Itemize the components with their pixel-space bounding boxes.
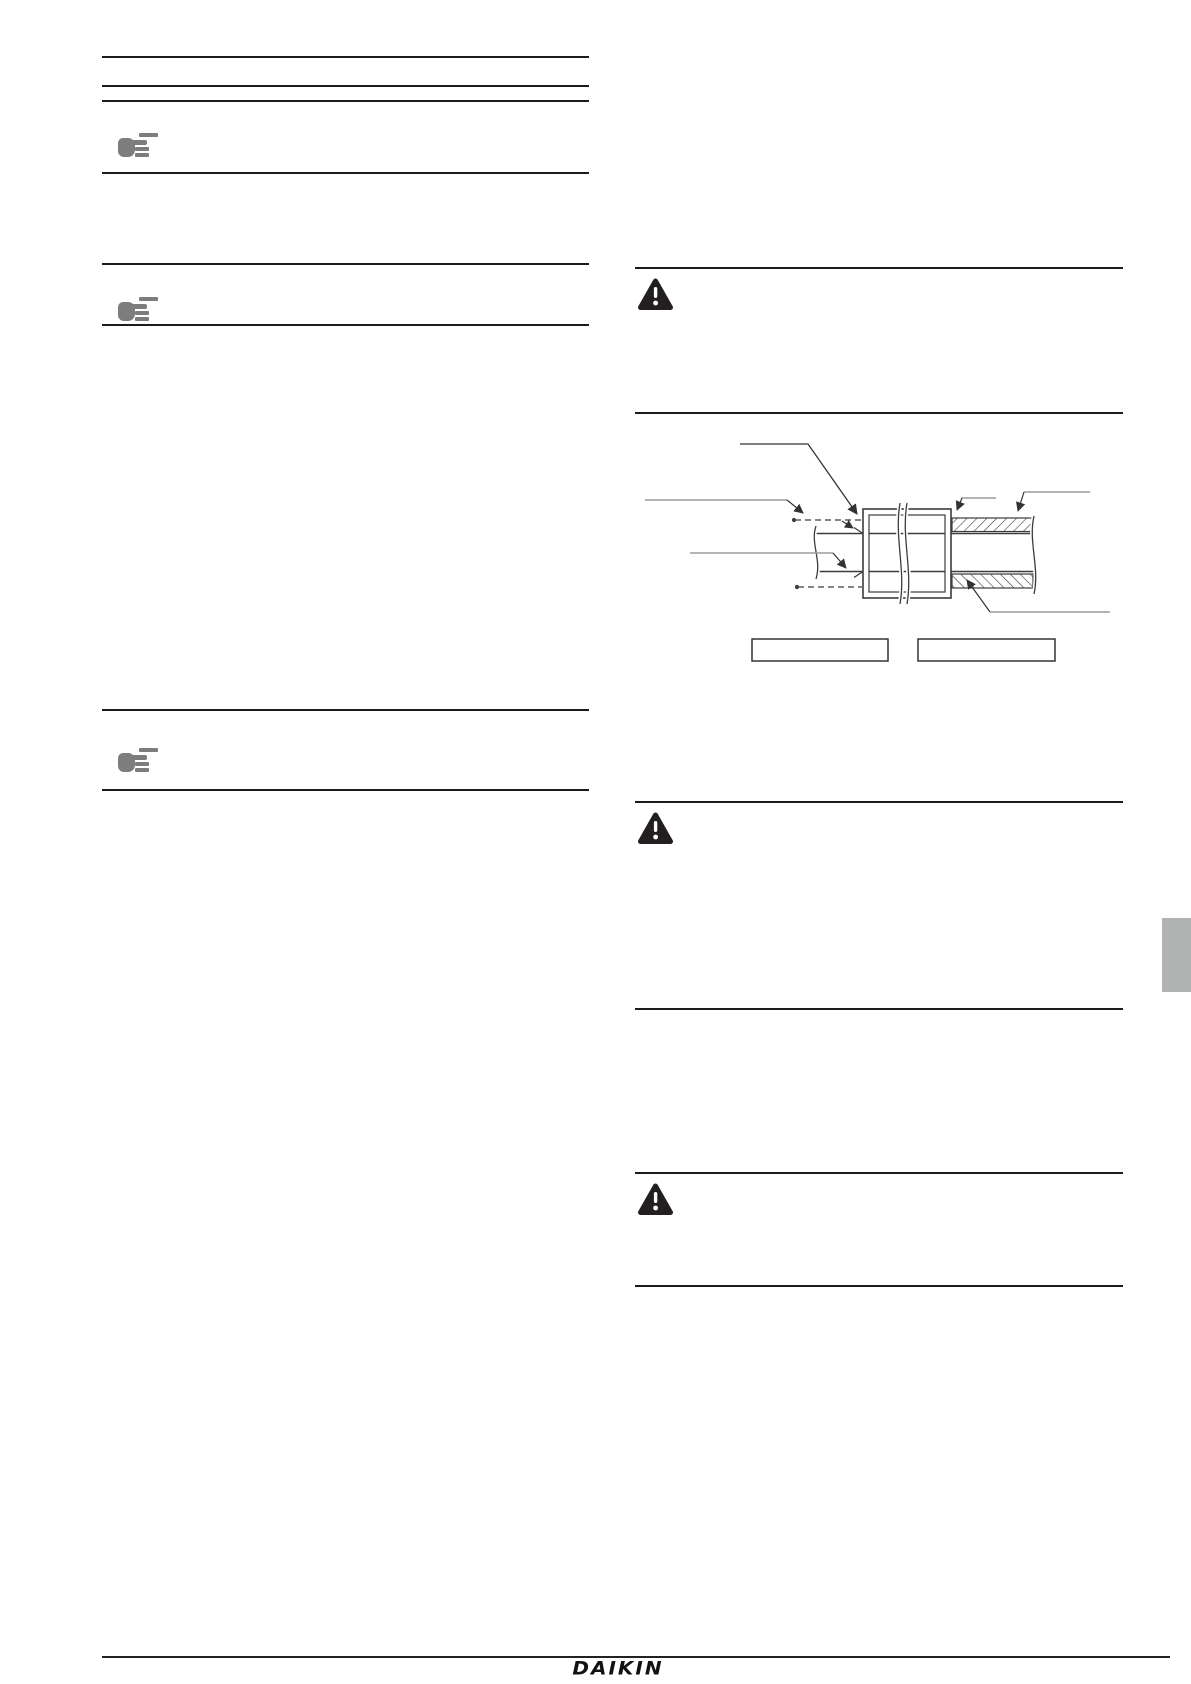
- note-icon-text-line: [135, 317, 149, 321]
- divider-rule: [635, 412, 1123, 414]
- note-icon-text-line: [135, 768, 149, 772]
- figure-label-box-left: [752, 639, 888, 661]
- divider-rule: [102, 100, 589, 102]
- divider-rule: [102, 56, 589, 58]
- note-icon-text-line: [135, 147, 149, 151]
- warning-triangle-icon: [638, 811, 673, 845]
- note-icon-text-line: [135, 153, 149, 157]
- note-icon-text-line: [135, 311, 149, 315]
- divider-rule: [102, 709, 589, 711]
- figure-label-box-right: [918, 639, 1055, 661]
- divider-rule: [102, 263, 589, 265]
- divider-rule: [635, 1172, 1123, 1174]
- figure-label-boxes: [752, 639, 1055, 661]
- note-icon-text-line: [139, 133, 158, 137]
- note-icon-text-line: [139, 297, 158, 301]
- pipe-insulation-figure: [590, 430, 1135, 675]
- note-info-icon: [118, 747, 158, 774]
- divider-rule: [635, 267, 1123, 269]
- daikin-logo: DAIKIN: [572, 1656, 664, 1680]
- divider-rule: [635, 1008, 1123, 1010]
- warning-triangle-icon: [638, 277, 673, 311]
- note-icon-text-line: [139, 748, 158, 752]
- note-icon-finger: [127, 755, 147, 760]
- note-icon-text-line: [135, 762, 149, 766]
- warning-triangle-icon: [638, 1182, 673, 1216]
- divider-rule: [102, 789, 589, 791]
- page-edge-tab: [1162, 918, 1191, 992]
- note-icon-finger: [127, 304, 147, 309]
- divider-rule: [102, 324, 589, 326]
- note-icon-finger: [127, 140, 147, 145]
- divider-rule: [635, 1285, 1123, 1287]
- note-info-icon: [118, 132, 158, 159]
- pipe-flares: [854, 528, 863, 578]
- divider-rule: [102, 85, 589, 87]
- divider-rule: [102, 172, 589, 174]
- note-info-icon: [118, 296, 158, 323]
- insulation-hatch: [952, 518, 1033, 588]
- divider-rule: [635, 801, 1123, 803]
